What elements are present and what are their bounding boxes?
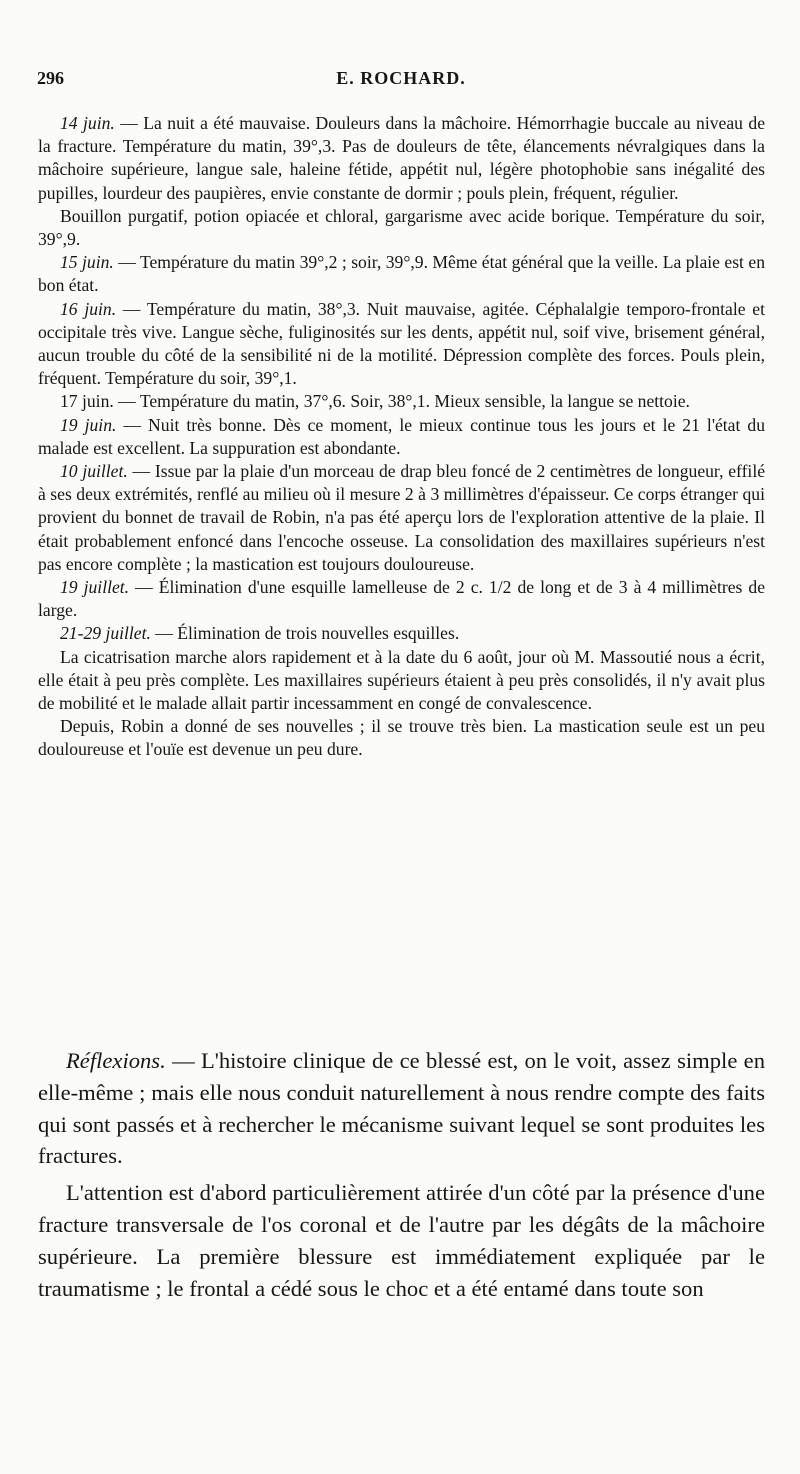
note-date: 15 juin. [60,252,114,273]
reflections-text: — L'histoire clinique de ce blessé est, on le voit, assez simple en elle-même ; mais elle nous conduit naturellement à nous rendre compte des faits qui sont passés et à rechercher le mécanisme suivant lequel se sont produites les fractures. [38,1048,765,1169]
note-text: — Élimination de trois nouvelles esquilles. [150,623,460,644]
note-text: La cicatrisation marche alors rapidement et à la date du 6 août, jour où M. Massoutié nous a écrit, elle était à peu près complète. Les maxillaires supérieurs étaient à peu près consolidés, il n'y avait plus de mobilité et le malade allait partir incessamment en congé de convalescence. [38,646,765,714]
note-paragraph [38,390,765,413]
page-number: 296 [37,68,64,88]
note-date: 19 juin. [60,414,117,435]
reflections-text: L'attention est d'abord particulièrement attirée d'un côté par la présence d'une fracture transversale de l'os coronal et de l'autre par les dégâts de la mâchoire supérieure. La première blessure est immédiatement expliquée par le traumatisme ; le frontal a cédé sous le choc et a été entamé dans toute son [38,1180,765,1301]
note-text: — Issue par la plaie d'un morceau de drap bleu foncé de 2 centimètres de longueur, effilé à ses deux extrémités, renflé au milieu où il mesure 2 à 3 millimètres d'épaisseur. Ce corps étranger qui provient du bonnet de travail de Robin, n'a pas été aperçu lors de l'exploration attentive de la plaie. Il était probablement enfoncé dans l'encoche osseuse. La consolidation des maxillaires supérieurs n'est pas encore complète ; la mastication est toujours douloureuse. [38,461,766,574]
note-paragraph [38,414,765,460]
note-date: 19 juillet. [60,577,130,598]
note-text: — Élimination d'une esquille lamelleuse de 2 c. 1/2 de long et de 3 à 4 millimètres de large. [38,577,765,621]
page-header [37,68,765,96]
note-paragraph [38,715,765,761]
note-text: — La nuit a été mauvaise. Douleurs dans la mâchoire. Hémorrhagie buccale au niveau de la fracture. Température du matin, 39°,3. Pas de douleurs de tête, élancements névralgiques dans la mâchoire supérieure, langue sale, haleine fétide, appétit nul, légère photophobie sans inégalité des pupilles, lourdeur des paupières, envie constante de dormir ; pouls plein, fréquent, régulier. [38,113,765,203]
note-paragraph [38,460,765,576]
reflections-label: Réflexions. [66,1048,166,1073]
note-text: Bouillon purgatif, potion opiacée et chloral, gargarisme avec acide borique. Température du soir, 39°,9. [38,205,765,250]
note-text: — Nuit très bonne. Dès ce moment, le mieux continue tous les jours et le 21 l'état du malade est excellent. La suppuration est abondante. [38,414,766,458]
note-text: — Température du matin, 37°,6. Soir, 38°,1. Mieux sensible, la langue se nettoie. [113,391,690,412]
note-date: 16 juin. [60,298,117,319]
note-text: Depuis, Robin a donné de ses nouvelles ; il se trouve très bien. La mastication seule est un peu douloureuse et l'ouïe est devenue un peu dure. [38,716,765,760]
note-paragraph [38,646,765,716]
reflections-paragraph [38,1045,765,1172]
note-paragraph [38,622,765,645]
note-date: 14 juin. [60,113,115,133]
note-paragraph [38,298,765,391]
note-date: 10 juillet. [60,461,128,482]
reflections-paragraph [38,1177,765,1304]
reflections-section [38,1045,765,1304]
note-text: — Température du matin 39°,2 ; soir, 39°,9. Même état général que la veille. La plaie est en bon état. [38,252,765,296]
running-head: E. ROCHARD. [336,68,466,88]
note-paragraph [38,251,765,297]
note-text: — Température du matin, 38°,3. Nuit mauvaise, agitée. Céphalalgie temporo-frontale et occipitale très vive. Langue sèche, fuliginosités sur les dents, appétit nul, soif vive, brisement général, aucun trouble du côté de la sensibilité ni de la motilité. Dépression complète des forces. Pouls plein, fréquent. Température du soir, 39°,1. [38,298,766,389]
note-paragraph [38,112,765,205]
clinical-notes [38,112,765,762]
note-date: 17 juin. [60,391,114,412]
note-paragraph [38,205,765,251]
note-date: 21-29 juillet. [60,623,151,644]
note-paragraph [38,576,765,622]
